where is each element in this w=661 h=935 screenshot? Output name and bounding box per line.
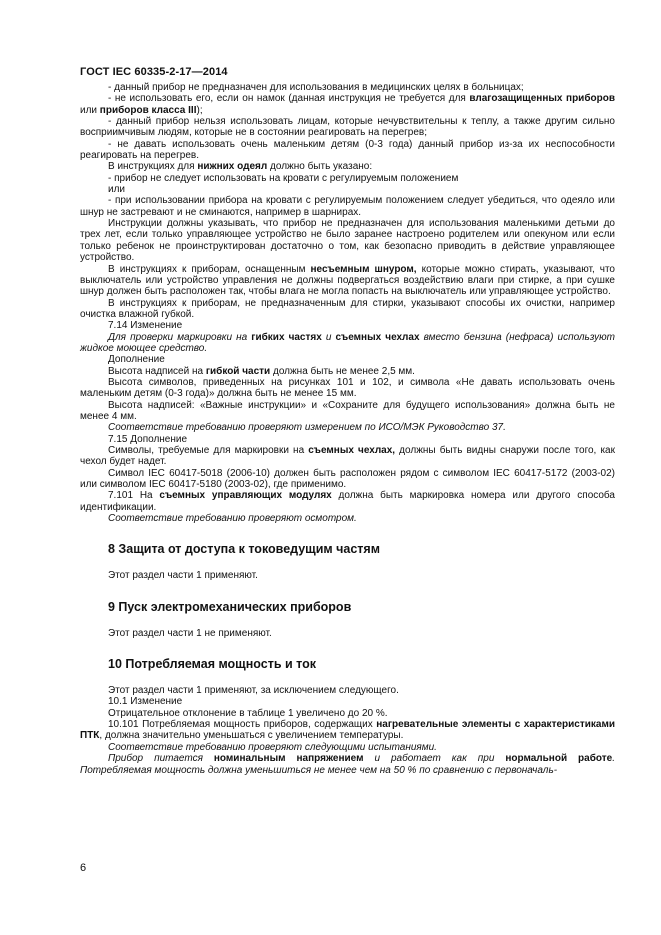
text-run: В инструкциях к приборам, оснащенным bbox=[108, 263, 311, 275]
paragraph: Символ IEC 60417-5018 (2006-10) должен быть расположен рядом с символом IEC 60417-5172 (2003-02) или символом IEC 60417-5180 (2003-02), где применимо. bbox=[80, 467, 615, 491]
page-body bbox=[80, 82, 615, 776]
text-run: должны быть видны снаружи после того, как чехол будет надет. bbox=[80, 445, 615, 468]
text-run: 10.101 Потребляемая мощность приборов, содержащих bbox=[108, 719, 377, 731]
italic-run: Соответствие требованию проверяют измерением по ИСО/МЭК Руководство 37. bbox=[108, 422, 506, 434]
paragraph: - прибор не следует использовать на кровати с регулируемым положением bbox=[108, 172, 459, 184]
paragraph bbox=[80, 445, 615, 468]
italic-run: и bbox=[321, 331, 336, 343]
italic-run: Соответствие требованию проверяют следующими испытаниями. bbox=[108, 741, 437, 753]
text-run: - не использовать его, если он намок (данная инструкция не требуется для bbox=[108, 93, 470, 105]
bold-term: нормальной работе bbox=[505, 753, 613, 765]
bold-term: гибкой части bbox=[205, 365, 271, 377]
italic-run: вместо бензина (нефраса) используют жидкое моющее средство. bbox=[80, 331, 615, 354]
spacer bbox=[80, 524, 615, 542]
italic-run: и работает как при bbox=[363, 753, 506, 765]
paragraph bbox=[80, 161, 615, 172]
paragraph: В инструкциях к приборам, не предназначенным для стирки, указывают способы их очистки, например очистка влажной губкой. bbox=[80, 297, 615, 320]
clause-number: 7.14 Изменение bbox=[108, 320, 183, 332]
text-run: Высота надписей на bbox=[108, 365, 206, 377]
spacer bbox=[80, 582, 615, 600]
paragraph: - не давать использовать очень маленьким детям (0-3 года) данный прибор из-за их неспособности реагировать на перегрев. bbox=[80, 138, 615, 162]
text-run: должна быть не менее 2,5 мм. bbox=[270, 365, 415, 377]
bold-term: влагозащищенных приборов bbox=[469, 93, 615, 105]
section-heading-8: 8 Защита от доступа к токоведущим частям bbox=[108, 542, 380, 557]
page-number: 6 bbox=[80, 862, 87, 874]
spacer bbox=[80, 614, 615, 628]
compliance-note bbox=[80, 422, 615, 433]
bold-term: съемных чехлах, bbox=[308, 445, 396, 456]
text-run: должно быть указано: bbox=[267, 161, 373, 173]
bold-term: съемных чехлах bbox=[335, 331, 420, 343]
bold-term: нижних одеял bbox=[197, 161, 268, 173]
clause-number: 10.1 Изменение bbox=[108, 696, 183, 708]
compliance-note bbox=[80, 742, 615, 753]
section-text: Этот раздел части 1 применяют, за исключением следующего. bbox=[108, 685, 399, 697]
text-run: или bbox=[80, 104, 100, 116]
spacer bbox=[80, 639, 615, 657]
paragraph bbox=[80, 490, 615, 513]
spacer bbox=[80, 671, 615, 685]
section-text: Этот раздел части 1 применяют. bbox=[108, 570, 258, 582]
clause-number: 7.15 Дополнение bbox=[108, 433, 188, 445]
paragraph bbox=[80, 332, 615, 355]
text-run: ); bbox=[196, 104, 203, 116]
paragraph: - при использовании прибора на кровати с регулируемым положением следует убедиться, что одеяло или шнур не застревают и не сминаются, например в шарнирах. bbox=[80, 195, 615, 218]
bold-term: приборов класса III bbox=[99, 104, 197, 116]
text-run: должна быть маркировка номера или другого способа идентификации. bbox=[80, 490, 615, 513]
text-run: Символы, требуемые для маркировки на bbox=[108, 445, 309, 456]
spacer bbox=[80, 556, 615, 570]
paragraph bbox=[80, 366, 615, 377]
paragraph: Высота символов, приведенных на рисунках 101 и 102, и символа «Не давать использовать очень маленьким детям (0-3 года)» должна быть не менее 15 мм. bbox=[80, 376, 615, 400]
section-heading-10: 10 Потребляемая мощность и ток bbox=[108, 657, 316, 672]
text-run: , должна значительно уменьшаться с увеличением температуры. bbox=[99, 730, 404, 742]
paragraph: Отрицательное отклонение в таблице 1 увеличено до 20 %. bbox=[108, 707, 388, 719]
text-run: 7.101 На bbox=[108, 490, 160, 502]
section-text: Этот раздел части 1 не применяют. bbox=[108, 627, 272, 639]
bold-term: съемных управляющих модулях bbox=[159, 490, 332, 502]
compliance-note bbox=[80, 513, 615, 524]
italic-run: Прибор питается bbox=[108, 753, 214, 765]
italic-run: Для проверки маркировки на bbox=[108, 331, 252, 343]
paragraph: Высота надписей: «Важные инструкции» и «Сохраните для будущего использования» должна быть не менее 4 мм. bbox=[80, 399, 615, 422]
bold-term: гибких частях bbox=[251, 331, 322, 343]
italic-run: Соответствие требованию проверяют осмотром. bbox=[108, 513, 357, 525]
paragraph: или bbox=[108, 184, 126, 196]
text-run: В инструкциях для bbox=[108, 161, 198, 173]
bold-term: нагревательные элементы с характеристиками ПТК bbox=[80, 719, 615, 742]
paragraph bbox=[80, 719, 615, 742]
paragraph: Инструкции должны указывать, что прибор не предназначен для использования маленькими детьми до трех лет, если только управляющее устройство не было заранее настроено родителем или опекуном или если только ребенок не проинструктирован достаточно о том, как безопасно приводить в действие управляющее устройство. bbox=[80, 218, 615, 264]
paragraph bbox=[80, 264, 615, 298]
paragraph bbox=[80, 93, 615, 116]
text-run: которые можно стирать, указывают, что выключатель или устройство управления не должны подвергаться воздействию влаги при стирке, а при сушке шнур должен быть расположен так, чтобы влага не могла попасть на выключатель или управляющее устройство. bbox=[80, 263, 615, 298]
bold-term: номинальным напряжением bbox=[213, 753, 364, 765]
paragraph: - данный прибор не предназначен для использования в медицинских целях в больницах; bbox=[108, 82, 524, 93]
paragraph: - данный прибор нельзя использовать лицам, которые нечувствительны к теплу, а также другим сильно восприимчивым людям, которые не в состоянии реагировать на перегрев; bbox=[80, 116, 615, 139]
italic-run: . Потребляемая мощность должна уменьшиться не менее чем на 50 % по сравнению с первоначаль- bbox=[80, 753, 615, 776]
clause-label: Дополнение bbox=[108, 354, 165, 366]
paragraph bbox=[80, 753, 615, 776]
section-heading-9: 9 Пуск электромеханических приборов bbox=[108, 599, 352, 614]
standard-code-header: ГОСТ IEC 60335-2-17—2014 bbox=[80, 66, 228, 78]
bold-term: несъемным шнуром, bbox=[310, 263, 417, 275]
